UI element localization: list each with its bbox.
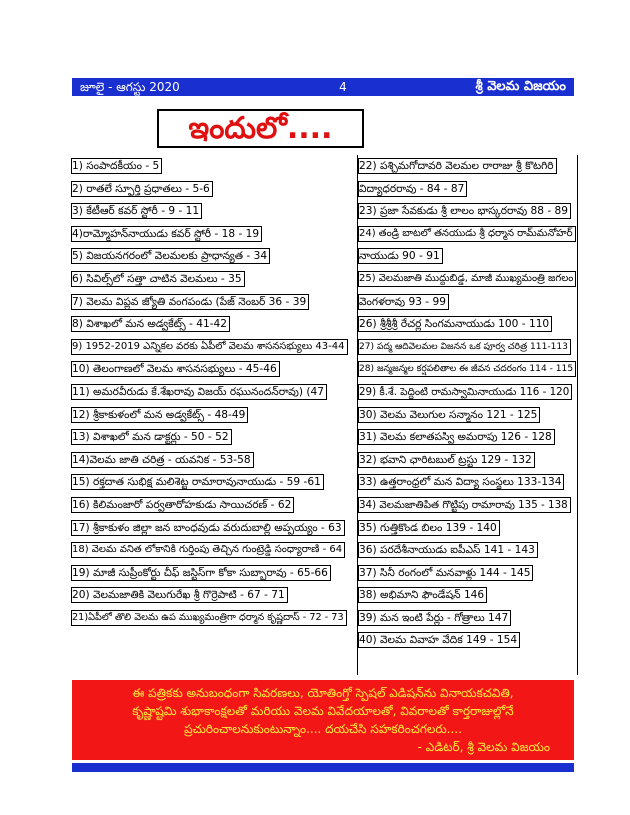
contents-item-text: 16) కిలిమంజారో పర్వతారోహకుడు సాయిచరణ్ - 62 (71, 497, 294, 513)
contents-item (71, 339, 351, 362)
contents-item-text: 35) గుత్తికొండ బిలం 139 - 140 (358, 520, 500, 536)
contents-item (358, 248, 576, 271)
contents-item-text: విద్యాధరరావు - 84 - 87 (358, 181, 467, 197)
contents-item (358, 565, 576, 588)
contents-item-text: 32) భవాని ఛారిటబుల్ ట్రస్టు 129 - 132 (358, 452, 535, 468)
contents-item (358, 474, 576, 497)
contents-item (71, 497, 351, 520)
contents-item-text: 26) శ్రీశ్రీశ్రీ రేచర్ల సింగమనాయుడు 100 - 110 (358, 316, 552, 332)
contents-item-text: 29) కీ.శే. పెద్దింటి రామస్వామినాయుడు 116 - 120 (358, 384, 572, 400)
contents-item (358, 271, 576, 294)
contents-item (71, 158, 351, 181)
contents-item-text: 15) రక్తదాత సుభిక్ష మలిశెట్ట రామారావునాయుడు - 59 -61 (71, 474, 324, 490)
contents-item (71, 452, 351, 475)
notice-signature: - ఎడిటర్, శ్రీ వెలమ విజయం (417, 740, 550, 754)
contents-item (358, 452, 576, 475)
notice-banner (72, 680, 574, 760)
contents-item (71, 542, 351, 565)
contents-item-text: 27) పద్మ ఆదివెలమల విజనన ఒక పూర్వ చరిత్ర 111-113 (358, 339, 571, 355)
contents-item (71, 474, 351, 497)
contents-item-text: 30) వెలమ వెలుగుల సన్మానం 121 - 125 (358, 407, 540, 423)
contents-item-text: 12) శ్రీకాకుళంలో మన అడ్వకేట్స్ - 48-49 (71, 407, 248, 423)
contents-item (71, 294, 351, 317)
contents-item-text: 34) వెలమజాతిపిత గొట్టిపు రామారావు 135 - 138 (358, 497, 571, 513)
page-header (72, 78, 574, 96)
magazine-name: శ్రీ వెలమ విజయం (475, 79, 566, 94)
contents-item (358, 158, 576, 181)
contents-item (71, 587, 351, 610)
contents-item (358, 316, 576, 339)
contents-item (358, 294, 576, 317)
contents-item (358, 587, 576, 610)
contents-title: ఇందులో.... (157, 109, 364, 148)
contents-item-text: 14)వెలమ జాతి చరిత్ర - యవనిక - 53-58 (71, 452, 254, 468)
contents-item (71, 610, 351, 633)
contents-item (358, 361, 576, 384)
notice-line-3: ప్రచురించాలనుకుంటున్నాం.... దయచేసి సహకరించగలరు.... (184, 722, 462, 736)
contents-item-text: 19) మాజీ సుప్రీంకోర్టు చీఫ్ జస్టిస్‌గా కోకా సుబ్బారావు - 65-66 (71, 565, 331, 581)
contents-item-text: 21)ఏపీలో తొలి వెలమ ఉప ముఖ్యమంత్రిగా ధర్మాన కృష్ణదాస్ - 72 - 73 (71, 610, 347, 626)
contents-item (71, 316, 351, 339)
contents-item-text: వెంగళరావు 93 - 99 (358, 294, 449, 310)
notice-line-2: కృష్ణాష్టమి శుభాకాంక్షలతో మరియు వెలమ వివేదయాలతో, వివరాలతో కార్తరాజుల్లోనే (132, 704, 514, 718)
contents-left-column (71, 158, 351, 632)
contents-right-column (358, 158, 576, 655)
contents-item (71, 565, 351, 588)
contents-item (71, 520, 351, 543)
contents-item-text: 36) పరదేశీనాయుడు ఐపీఎస్ 141 - 143 (358, 542, 538, 558)
contents-item (358, 339, 576, 362)
contents-item (358, 610, 576, 633)
contents-item-text: 39) మన ఇంటి పేర్లు - గోత్రాలు 147 (358, 610, 511, 626)
footer-bar (72, 763, 574, 772)
contents-item-text: 4)రామ్మోహన్‌నాయుడు కవర్ స్టోరీ - 18 - 19 (71, 226, 262, 242)
contents-item-text: 22) పశ్చిమగోదావరి వెలమల రారాజు శ్రీ కొటగిరి (358, 158, 557, 174)
contents-item-text: 11) అమరవీరుడు కే.శేఖరావు విజయ్ రఘునందన్‌రావు) (47 (71, 384, 327, 400)
contents-item (358, 497, 576, 520)
contents-item (71, 407, 351, 430)
contents-item (71, 361, 351, 384)
contents-item-text: 2) రాతలే స్ఫూర్తి ప్రధాతలు - 5-6 (71, 181, 213, 197)
page-number: 4 (339, 80, 347, 94)
contents-item (71, 384, 351, 407)
contents-item-text: 37) సినీ రంగంలో మనవాళ్లు 144 - 145 (358, 565, 533, 581)
contents-item-text: 24) తండ్రి బాటలో తనయుడు శ్రీ ధర్మాన రామ్‌మనోహర్ (358, 226, 576, 242)
contents-item-text: 23) ప్రజా సేవకుడు శ్రీ లాలం భాస్కరరావు 88 - 89 (358, 203, 571, 219)
contents-item-text: 38) అభిమాని ఫౌండేషన్ 146 (358, 587, 487, 603)
contents-item-text: 17) శ్రీకాకుళం జిల్లా జన బాంధవుడు వరుదుబాల్లి అప్పయ్యం - 63 (71, 520, 345, 536)
contents-item-text: 18) వెలమ వనిత లోకానికి గుర్తింపు తెచ్చిన గుంట్రెడ్డి సంధ్యారాణి - 64 (71, 542, 345, 558)
notice-line-1: ఈ పత్రికకు అనుబంధంగా సివరణలు, యోతింగ్తో స్పెషల్ ఎడిషన్‌ను వినాయకచవితి, (132, 686, 514, 700)
issue-date: జూలై - ఆగస్టు 2020 (80, 80, 180, 94)
contents-item-text: 10) తెలంగాణలో వెలమ శాసనసభ్యులు - 45-46 (71, 361, 280, 377)
contents-item (358, 429, 576, 452)
contents-item-text: 20) వెలమజాతికి వెలుగురేఖ శ్రీ గొర్రెపాటి - 67 - 71 (71, 587, 288, 603)
contents-item (358, 542, 576, 565)
contents-item-text: 6) సివిల్స్‌లో సత్తా చాటిన వెలమలు - 35 (71, 271, 245, 287)
contents-item-text: 7) వెలమ విప్లవ జ్యోతి వంగపండు (పేజ్ నెంబర్ 36 - 39 (71, 294, 309, 310)
contents-item-text: 1) సంపాదకీయం - 5 (71, 158, 162, 174)
contents-item (71, 248, 351, 271)
contents-item-text: 31) వెలమ కలాతపస్వి అమరాపు 126 - 128 (358, 429, 555, 445)
contents-item (358, 181, 576, 204)
contents-item (358, 407, 576, 430)
contents-item-text: 33) ఉత్తరాంధ్రలో మన విద్యా సంస్థలు 133-134 (358, 474, 564, 490)
contents-item (358, 520, 576, 543)
contents-item-text: 13) విశాఖలో మన డాక్టర్లు - 50 - 52 (71, 429, 232, 445)
contents-item (358, 203, 576, 226)
contents-item-text: 40) వెలమ వివాహ వేదిక 149 - 154 (358, 632, 520, 648)
contents-item-text: 28) జన్మజన్మల కర్షపలితాల ఈ జీవన చదరంగం 114 - 115 (358, 361, 576, 377)
contents-item-text: 8) విశాఖలో మన అడ్వకేట్స్ - 41-42 (71, 316, 230, 332)
contents-item-text: నాయుడు 90 - 91 (358, 248, 443, 264)
contents-item-text: 5) విజయనగరంలో వెలమలకు ప్రాధాన్యత - 34 (71, 248, 270, 264)
contents-item-text: 9) 1952-2019 ఎన్నికల వరకు ఏపీలో వెలమ శాసనసభ్యులు 43-44 (71, 339, 348, 355)
contents-item (358, 384, 576, 407)
contents-item (71, 226, 351, 249)
contents-item-text: 3) కేటీఆర్ కవర్ స్టోరీ - 9 - 11 (71, 203, 202, 219)
contents-item (71, 429, 351, 452)
contents-item (71, 181, 351, 204)
contents-item-text: 25) వెలమజాతి ముద్దుబిడ్డ, మాజీ ముఖ్యమంత్రి జగలం (358, 271, 576, 287)
contents-item (358, 226, 576, 249)
contents-item (71, 203, 351, 226)
contents-item (71, 271, 351, 294)
contents-item (358, 632, 576, 655)
